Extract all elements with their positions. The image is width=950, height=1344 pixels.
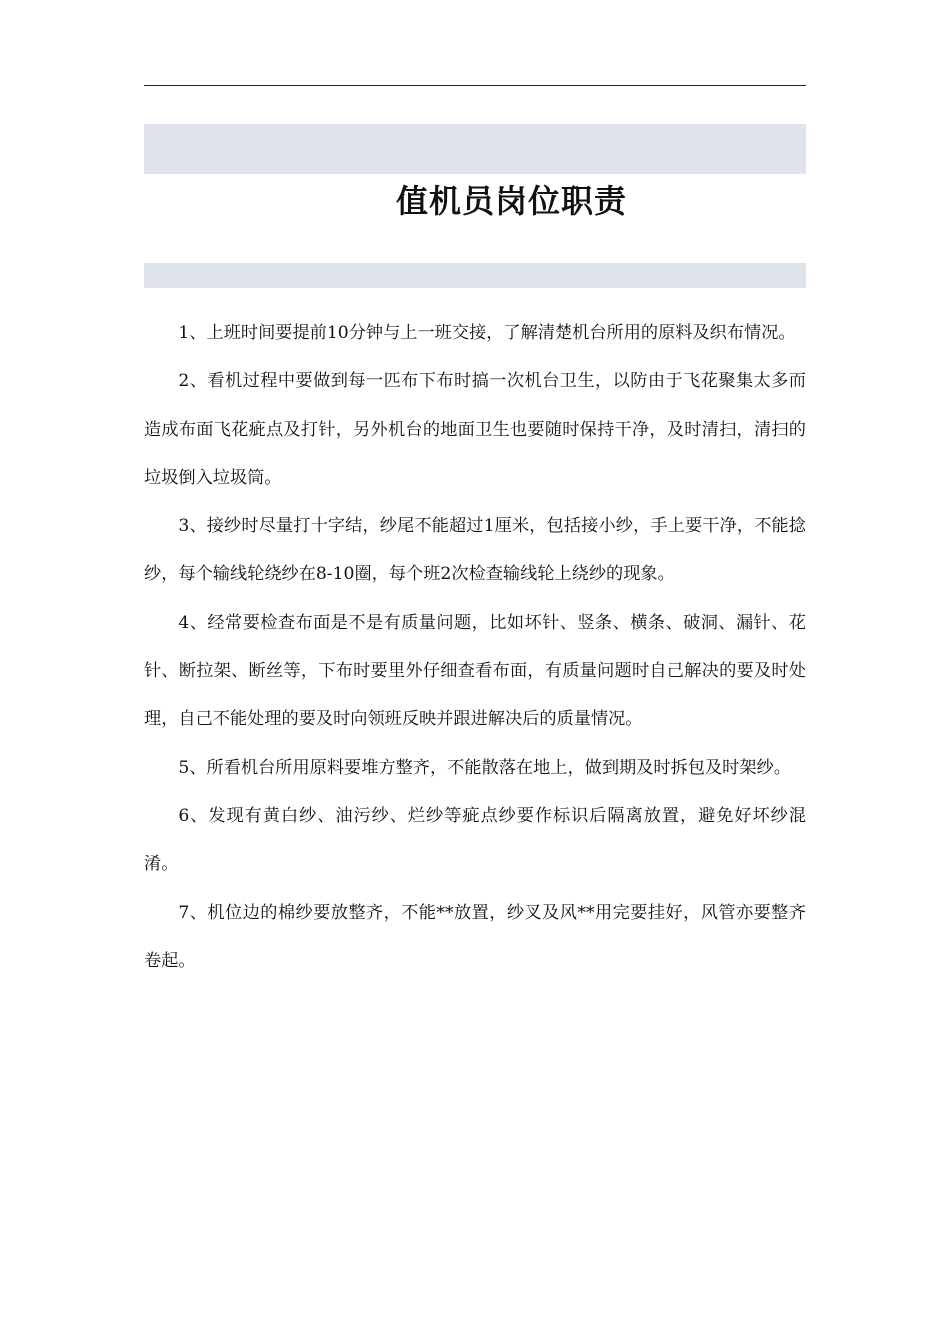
paragraph-6: 6、发现有黄白纱、油污纱、烂纱等疵点纱要作标识后隔离放置，避免好坏纱混淆。 — [144, 805, 806, 875]
document-title: 值机员岗位职责 — [395, 182, 627, 220]
paragraph-4: 4、经常要检查布面是不是有质量问题，比如坏针、竖条、横条、破洞、漏针、花针、断拉架、断丝等，下布时要里外仔细查看布面，有质量问题时自己解决的要及时处理，自己不能处理的要及时向领班反映并跟进解决后的质量情况。 — [144, 612, 806, 730]
paragraph-2: 2、看机过程中要做到每一匹布下布时搞一次机台卫生，以防由于飞花聚集太多而造成布面飞花疵点及打针，另外机台的地面卫生也要随时保持干净，及时清扫，清扫的垃圾倒入垃圾筒。 — [144, 371, 806, 488]
paragraph-3: 3、接纱时尽量打十字结，纱尾不能超过1厘米，包括接小纱，手上要干净，不能捻纱，每个输线轮绕纱在8-10圈，每个班2次检查输线轮上绕纱的现象。 — [144, 516, 806, 585]
header-rule — [144, 85, 806, 86]
paragraph-1: 1、上班时间要提前10分钟与上一班交接，了解清楚机台所用的原料及织布情况。 — [178, 323, 796, 343]
paragraph-5: 5、所看机台所用原料要堆方整齐，不能散落在地上，做到期及时拆包及时架纱。 — [178, 757, 791, 778]
title-band-top — [144, 124, 806, 174]
paragraph-7: 7、机位边的棉纱要放整齐，不能**放置，纱叉及风**用完要挂好，风管亦要整齐卷起。 — [144, 902, 806, 971]
title-band-bottom — [144, 263, 806, 288]
document-body — [144, 309, 806, 985]
